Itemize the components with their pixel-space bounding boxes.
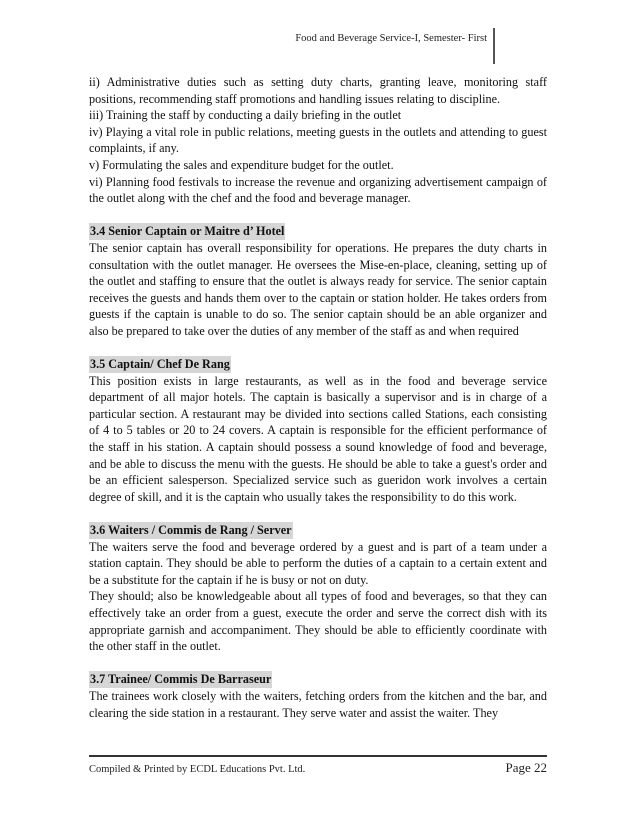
footer-credit: Compiled & Printed by ECDL Educations Pvt. Ltd.: [89, 764, 306, 775]
intro-line: iii) Training the staff by conducting a daily briefing in the outlet: [89, 108, 402, 123]
header-rule: [493, 28, 495, 64]
section-heading: 3.7 Trainee/ Commis De Barraseur: [90, 672, 272, 687]
section-paragraph: The senior captain has overall responsibility for operations. He prepares the duty charts in consultation with the outlet manager. He oversees the Mise-en-place, cleaning, setting up of the outlet and staffing to ensure that the outlet is always ready for service. The senior captain receives the guests and hands them over to the captain or station holder. He takes orders from guests if the captain is unable to do so. The senior captain should be an able organizer and also be prepared to take over the duties of any member of the staff as and when required: [89, 240, 547, 338]
section-paragraph: The trainees work closely with the waiters, fetching orders from the kitchen and the bar, and clearing the side station in a restaurant. They serve water and assist the waiter. They: [89, 688, 547, 720]
section-paragraph: This position exists in large restaurants, as well as in the food and beverage service department of all major hotels. The captain is basically a supervisor and is in charge of a particular section. A restaurant may be divided into sections called Stations, each consisting of 4 to 5 tables or 20 to 24 covers. A captain is responsible for the efficient performance of the staff in his station. A captain should possess a sound knowledge of food and beverage, and be able to discuss the menu with the guests. He should be able to take a guest's order and be an efficient salesperson. Specialized service such as gueridon work involves a certain degree of skill, and it is the captain who usually takes the responsibility to do this work.: [89, 373, 547, 504]
page-number: Page 22: [505, 760, 547, 775]
page-header: Food and Beverage Service-I, Semester- First: [295, 33, 487, 44]
section-paragraph: They should; also be knowledgeable about all types of food and beverages, so that they can effectively take an order from a guest, execute the order and serve the correct dish with its appropriate garnish and accompaniment. They should be able to efficiently coordinate with the other staff in the outlet.: [89, 589, 547, 654]
footer-rule: [89, 755, 547, 757]
section-heading: 3.6 Waiters / Commis de Rang / Server: [90, 523, 292, 538]
section-paragraph: The waiters serve the food and beverage ordered by a guest and is part of a team under a station captain. They should be able to perform the duties of a captain to a certain extent and be a substitute for the captain if he is busy or not on duty.: [89, 539, 547, 587]
intro-line: vi) Planning food festivals to increase the revenue and organizing advertisement campaign of the outlet along with the chef and the food and beverage manager.: [89, 174, 547, 206]
page-content: [89, 74, 547, 721]
intro-line: ii) Administrative duties such as setting duty charts, granting leave, monitoring staff positions, recommending staff promotions and handling issues relating to discipline.: [89, 75, 547, 106]
intro-line: iv) Playing a vital role in public relations, meeting guests in the outlets and attending to guest complaints, if any.: [89, 124, 547, 156]
section-heading: 3.5 Captain/ Chef De Rang: [90, 357, 230, 372]
intro-line: v) Formulating the sales and expenditure budget for the outlet.: [89, 157, 394, 172]
section-heading: 3.4 Senior Captain or Maitre d’ Hotel: [90, 224, 285, 239]
